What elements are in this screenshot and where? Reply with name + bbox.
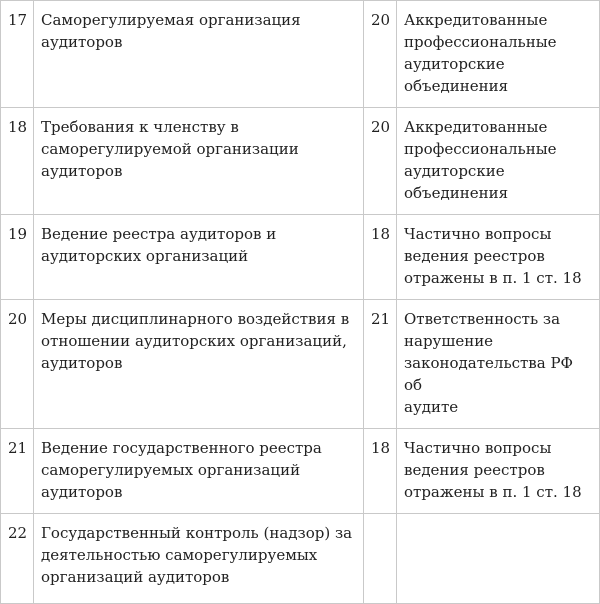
article-title: Государственный контроль (надзор) за деятельностью саморегулируемых организаций аудиторов [34,514,364,604]
table-row [1,514,600,604]
table-row [1,429,600,514]
article-title: Требования к членству в саморегулируемой организации аудиторов [34,108,364,215]
article-title: Саморегулируемая организация аудиторов [34,1,364,108]
table-row [1,1,600,108]
reference-article-number: 18 [364,215,397,300]
table-row [1,215,600,300]
reference-article-title: Аккредитованные профессиональные аудиторские объединения [397,108,600,215]
article-number: 20 [1,300,34,429]
article-number: 21 [1,429,34,514]
reference-article-title: Аккредитованные профессиональные аудиторские объединения [397,1,600,108]
reference-article-title: Частично вопросы ведения реестров отражены в п. 1 ст. 18 [397,215,600,300]
reference-article-number: 20 [364,1,397,108]
reference-article-title: Частично вопросы ведения реестров отражены в п. 1 ст. 18 [397,429,600,514]
article-number: 17 [1,1,34,108]
table-row [1,108,600,215]
reference-article-number [364,514,397,604]
article-title: Меры дисциплинарного воздействия в отношении аудиторских организаций, аудиторов [34,300,364,429]
reference-article-title [397,514,600,604]
article-number: 19 [1,215,34,300]
reference-article-title: Ответственность за нарушение законодательства РФ об аудите [397,300,600,429]
reference-article-number: 18 [364,429,397,514]
reference-article-number: 21 [364,300,397,429]
article-title: Ведение реестра аудиторов и аудиторских организаций [34,215,364,300]
table-row [1,300,600,429]
article-number: 18 [1,108,34,215]
article-number: 22 [1,514,34,604]
reference-article-number: 20 [364,108,397,215]
article-title: Ведение государственного реестра саморегулируемых организаций аудиторов [34,429,364,514]
